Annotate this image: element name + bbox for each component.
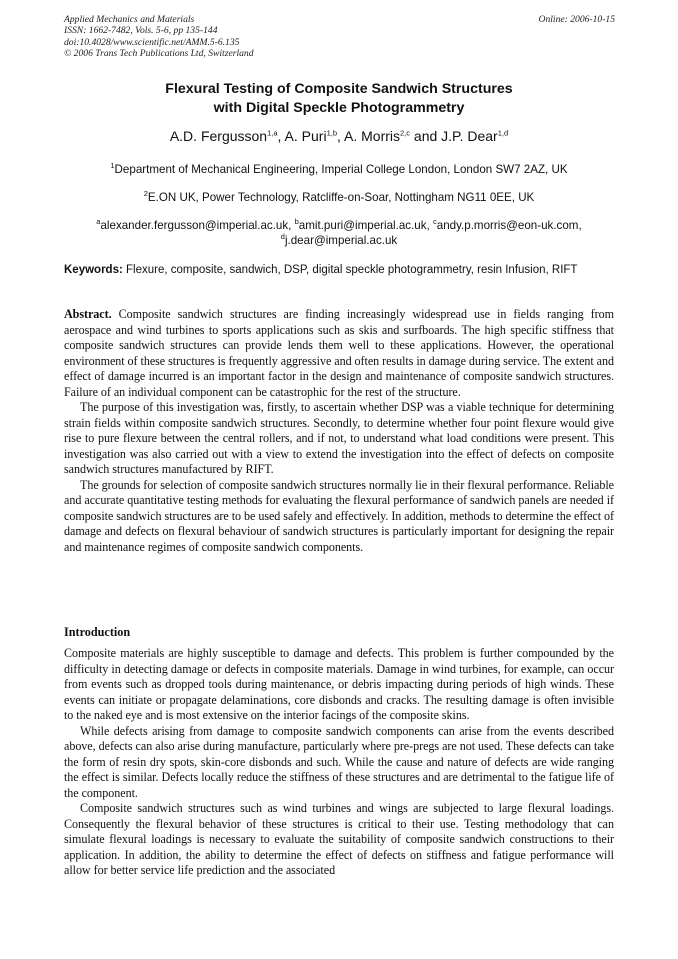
keywords — [64, 263, 614, 278]
email-sup: a — [96, 217, 101, 227]
online-date: Online: 2006-10-15 — [538, 14, 615, 25]
journal-name: Applied Mechanics and Materials — [64, 14, 195, 25]
email: andy.p.morris@eon-uk.com, — [436, 219, 582, 232]
introduction-body — [64, 646, 614, 879]
intro-paragraph: Composite materials are highly susceptible to damage and defects. This problem is further compounded by the difficulty in detecting damage or defects in composite materials. Damage in wind turbines, for example, can occur from events such as dropped tools during maintenance, or debris impacting during periods of high winds. These events can initiate or propagate delaminations, core disbonds and cracks. The resulting damage is often invisible to the naked eye and is most extensive on the interior facings of the composite skins. — [64, 646, 614, 722]
author-sep: , — [337, 128, 345, 144]
author-name: A.D. Fergusson — [169, 128, 268, 144]
abstract-text: Composite sandwich structures are finding increasingly widespread use in fields ranging from aerospace and wind turbines to sports applications such as skis and surfboards. The high specific stiffness that composite sandwich structures can provide lends them well to these applications. However, the operational environment of these structures is frequently aggressive and often results in damage during service. The extent and effect of damage incurred is an important factor in the design and maintenance of composite sandwich structures. Failure of an individual component can be catastrophic for the rest of the structure. — [64, 307, 614, 399]
author-name: J.P. Dear — [441, 128, 498, 144]
author-sup: 1,a — [267, 128, 278, 138]
author-list — [64, 128, 614, 144]
journal-header — [64, 14, 254, 59]
author — [344, 128, 441, 144]
issn-line: ISSN: 1662-7482, Vols. 5-6, pp 135-144 — [64, 25, 218, 37]
abstract-paragraph: The purpose of this investigation was, firstly, to ascertain whether DSP was a viable technique for determining strain fields within composite sandwich structures. Secondly, to determine whether four point flexure would give rise to pure flexure between the central rollers, and if not, to understand what load conditions were present. This investigation was also carried out with a view to extend the investigation into the effect of defects on composite sandwich structures manufactured by RIFT. — [64, 400, 614, 476]
email-sup: c — [433, 217, 437, 227]
author — [170, 128, 285, 144]
affiliation-sup: 2 — [143, 189, 148, 199]
title-line-2: with Digital Speckle Photogrammetry — [213, 99, 465, 116]
author-name: A. Puri — [284, 128, 327, 144]
affiliation-text: Department of Mechanical Engineering, Imperial College London, London SW7 2AZ, UK — [114, 163, 568, 176]
abstract — [64, 307, 614, 555]
author-sep: , — [277, 128, 285, 144]
affiliation-2 — [64, 190, 614, 205]
author-sup: 2,c — [400, 128, 411, 138]
email: alexander.fergusson@imperial.ac.uk, — [100, 219, 295, 232]
author — [285, 128, 344, 144]
intro-paragraph: Composite sandwich structures such as wind turbines and wings are subjected to large flexural loadings. Consequently the flexural behavior of these structures is critical to their use. Testing methodology that can simulate flexural loadings is necessary to evaluate the suitability of composite sandwich constructions to their application. In addition, the ability to determine the effect of defects on stiffness and fatigue performance will allow for better service life prediction and the associated — [64, 801, 614, 877]
abstract-paragraph: The grounds for selection of composite sandwich structures normally lie in their flexural performance. Reliable and accurate quantitative testing methods for evaluating the flexural performance of sandwich panels are needed if composite sandwich structures are to be used safely and effectively. In addition, methods to determine the effect of damage and defects on flexural behaviour of sandwich structures is particularly important for designing the repair and maintenance regimes of composite sandwich components. — [64, 477, 614, 554]
affiliation-1 — [64, 162, 614, 177]
affiliation-sup: 1 — [110, 161, 115, 171]
title-line-1: Flexural Testing of Composite Sandwich Structures — [165, 81, 513, 97]
author-sup: 1,b — [326, 128, 337, 138]
author-sup: 1,d — [497, 128, 509, 138]
author-name: A. Morris — [344, 128, 401, 144]
author-sep: and — [410, 128, 442, 144]
doi-line: doi:10.4028/www.scientific.net/AMM.5-6.135 — [64, 36, 240, 48]
abstract-label: Abstract. — [64, 307, 112, 321]
copyright-line: © 2006 Trans Tech Publications Ltd, Switzerland — [64, 47, 254, 59]
keywords-label: Keywords: — [64, 264, 123, 276]
email-sup: b — [294, 217, 299, 227]
email-list — [64, 218, 614, 248]
email: amit.puri@imperial.ac.uk, — [298, 219, 433, 232]
paper-title — [64, 80, 614, 117]
section-heading: Introduction — [64, 625, 131, 639]
abstract-paragraph — [64, 307, 614, 400]
keywords-text: Flexure, composite, sandwich, DSP, digital speckle photogrammetry, resin Infusion, RIFT — [122, 264, 578, 276]
author — [441, 128, 508, 144]
email: j.dear@imperial.ac.uk — [284, 234, 398, 247]
affiliation-text: E.ON UK, Power Technology, Ratcliffe-on-Soar, Nottingham NG11 0EE, UK — [147, 191, 535, 204]
email-sup: d — [280, 232, 285, 242]
intro-paragraph: While defects arising from damage to composite sandwich components can arise from the events described above, defects can also arise during manufacture, particularly where pre-pregs are not used. These defects can take the form of resin dry spots, skin-core disbonds and such. While the cause and nature of defects are wide ranging the effect is similar. Defects locally reduce the stiffness of these structures and are detrimental to the fatigue life of the component. — [64, 723, 614, 800]
